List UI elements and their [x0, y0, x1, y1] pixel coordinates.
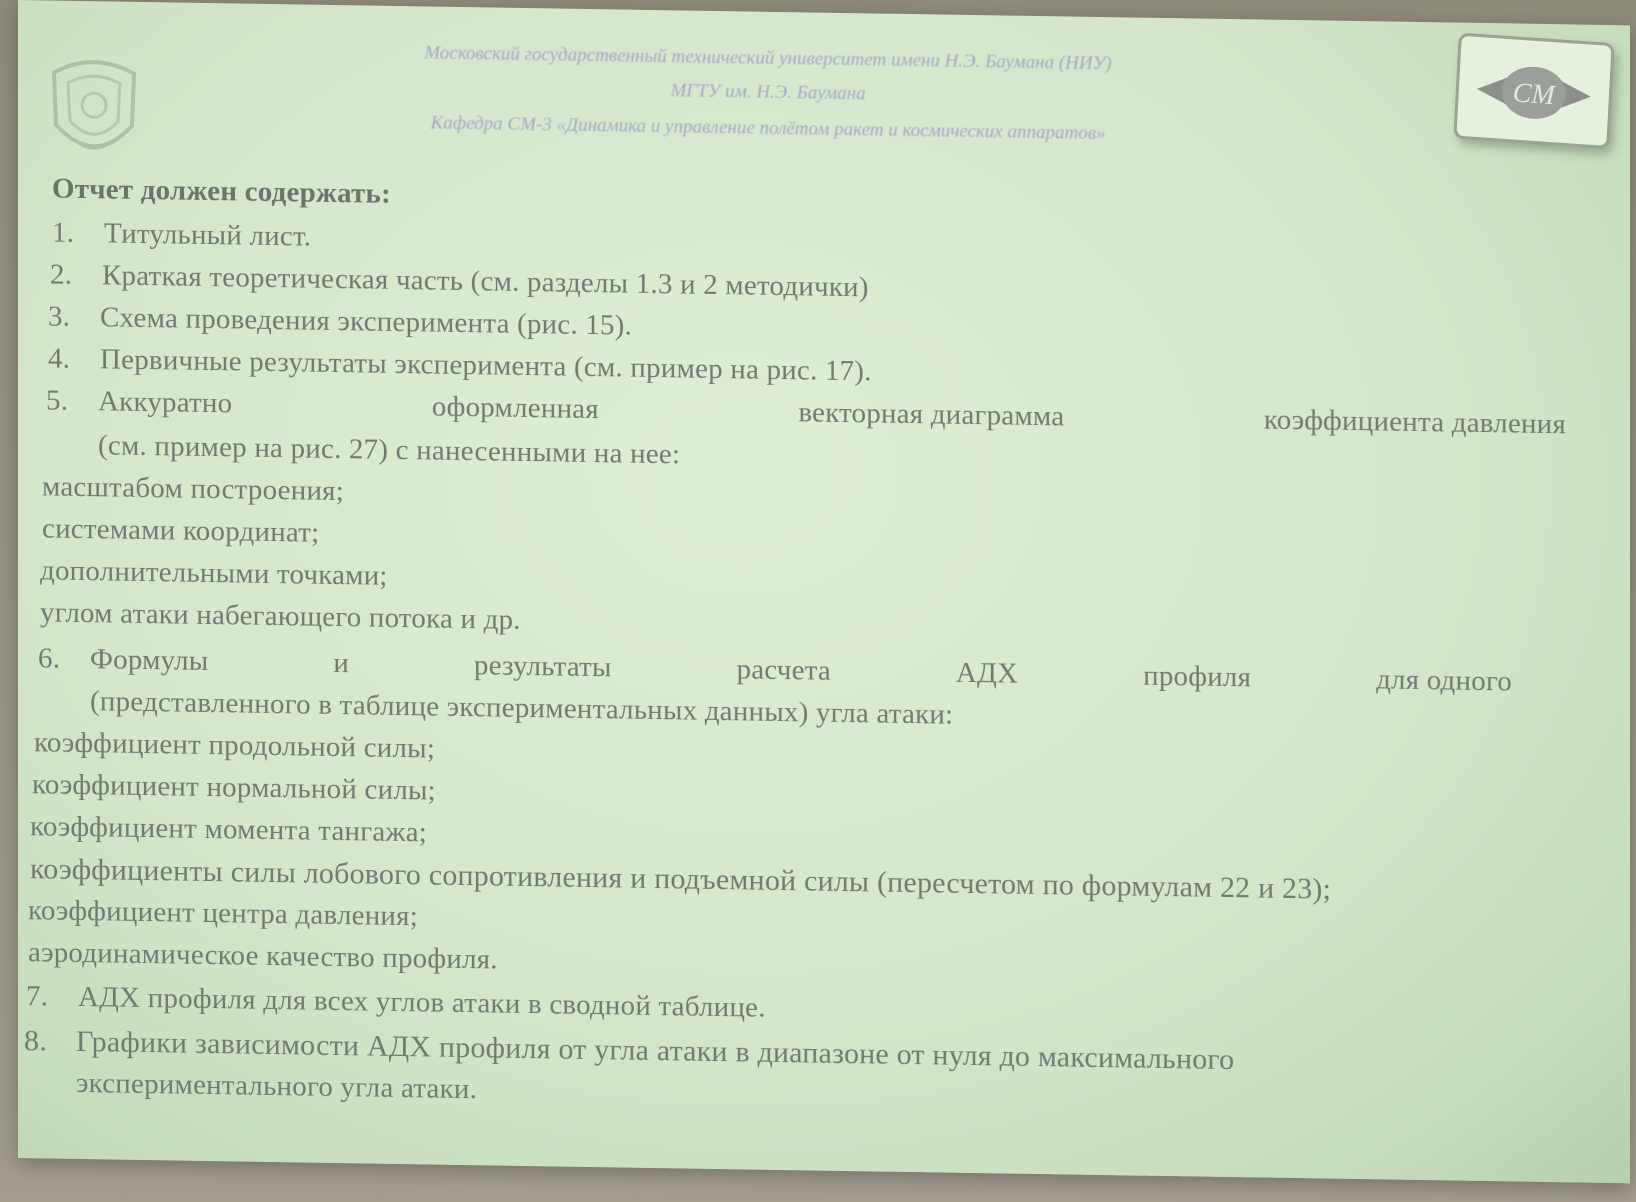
- list-item-word: профиля: [1143, 659, 1252, 694]
- list-item-word: и: [333, 646, 350, 680]
- requirements-heading: Отчет должен содержать:: [52, 172, 391, 210]
- list-subitem: коэффициент продольной силы;: [34, 726, 436, 765]
- list-item-word: Аккуратно: [98, 385, 233, 420]
- list-item-word: АДХ: [955, 656, 1019, 690]
- list-subitem: дополнительными точками;: [40, 554, 388, 592]
- list-item-text: Титульный лист.: [104, 217, 312, 253]
- list-subitem: масштабом построения;: [42, 470, 344, 508]
- list-subitem: коэффициент центра давления;: [28, 894, 418, 933]
- university-short-name: МГТУ им. Н.Э. Баумана: [670, 80, 866, 105]
- list-item-4: [48, 342, 872, 388]
- list-item-number: 5.: [46, 384, 69, 417]
- list-item-number: 1.: [52, 216, 75, 249]
- university-name: Московский государственный технический университет имени Н.Э. Баумана (НИУ): [424, 42, 1112, 75]
- list-item-8-continuation: экспериментального угла атаки.: [76, 1066, 478, 1106]
- list-item-number: 7.: [26, 980, 49, 1013]
- list-item-number: 6.: [38, 642, 61, 675]
- list-item-2: [50, 259, 869, 305]
- projected-slide: [18, 0, 1630, 1183]
- list-subitem: аэродинамическое качество профиля.: [28, 936, 498, 976]
- list-item-number: 4.: [48, 342, 71, 375]
- list-item-word: векторная диаграмма: [798, 396, 1065, 433]
- list-subitem: углом атаки набегающего потока и др.: [40, 596, 521, 636]
- list-item-5-continuation: (см. пример на рис. 27) с нанесенными на нее:: [98, 429, 681, 471]
- list-item-number: 8.: [24, 1024, 47, 1058]
- svg-text:СМ: СМ: [1512, 77, 1556, 112]
- list-item-number: 3.: [48, 300, 71, 333]
- list-item-text: Схема проведения эксперимента (рис. 15).: [100, 301, 632, 342]
- report-requirements: [18, 0, 1630, 1183]
- list-item-word: расчета: [736, 653, 831, 687]
- list-item-number: 2.: [50, 258, 73, 291]
- list-item-6-continuation: (представленного в таблице экспериментальных данных) угла атаки:: [90, 685, 954, 731]
- list-item-7: [26, 980, 766, 1025]
- list-item-1: [52, 217, 311, 254]
- list-item-word: Формулы: [90, 643, 209, 677]
- list-subitem: коэффициент нормальной силы;: [32, 768, 436, 807]
- list-subitem: коэффициенты силы лобового сопротивления и подъемной силы (пересчетом по формулам 22 и 23);: [30, 852, 1332, 906]
- list-item-number: [46, 384, 232, 420]
- list-subitem: системами координат;: [42, 512, 320, 549]
- list-item-text: АДХ профиля для всех углов атаки в сводной таблице.: [78, 980, 766, 1024]
- list-item-word: для одного: [1376, 663, 1512, 698]
- list-item-text: Первичные результаты эксперимента (см. пример на рис. 17).: [100, 343, 872, 388]
- list-item-text: Графики зависимости АДХ профиля от угла атаки в диапазоне от нуля до максимального: [76, 1024, 1235, 1077]
- list-subitem: коэффициент момента тангажа;: [30, 810, 427, 849]
- list-item-text: Краткая теоретическая часть (см. разделы 1.3 и 2 методички): [102, 259, 869, 304]
- list-item-word: оформленная: [431, 390, 599, 426]
- list-item-3: [48, 300, 632, 342]
- department-name: Кафедра СМ-3 «Динамика и управление полётом ракет и космических аппаратов»: [430, 112, 1106, 145]
- list-item-word: коэффициента давления: [1263, 403, 1566, 441]
- list-item-word: результаты: [473, 649, 612, 684]
